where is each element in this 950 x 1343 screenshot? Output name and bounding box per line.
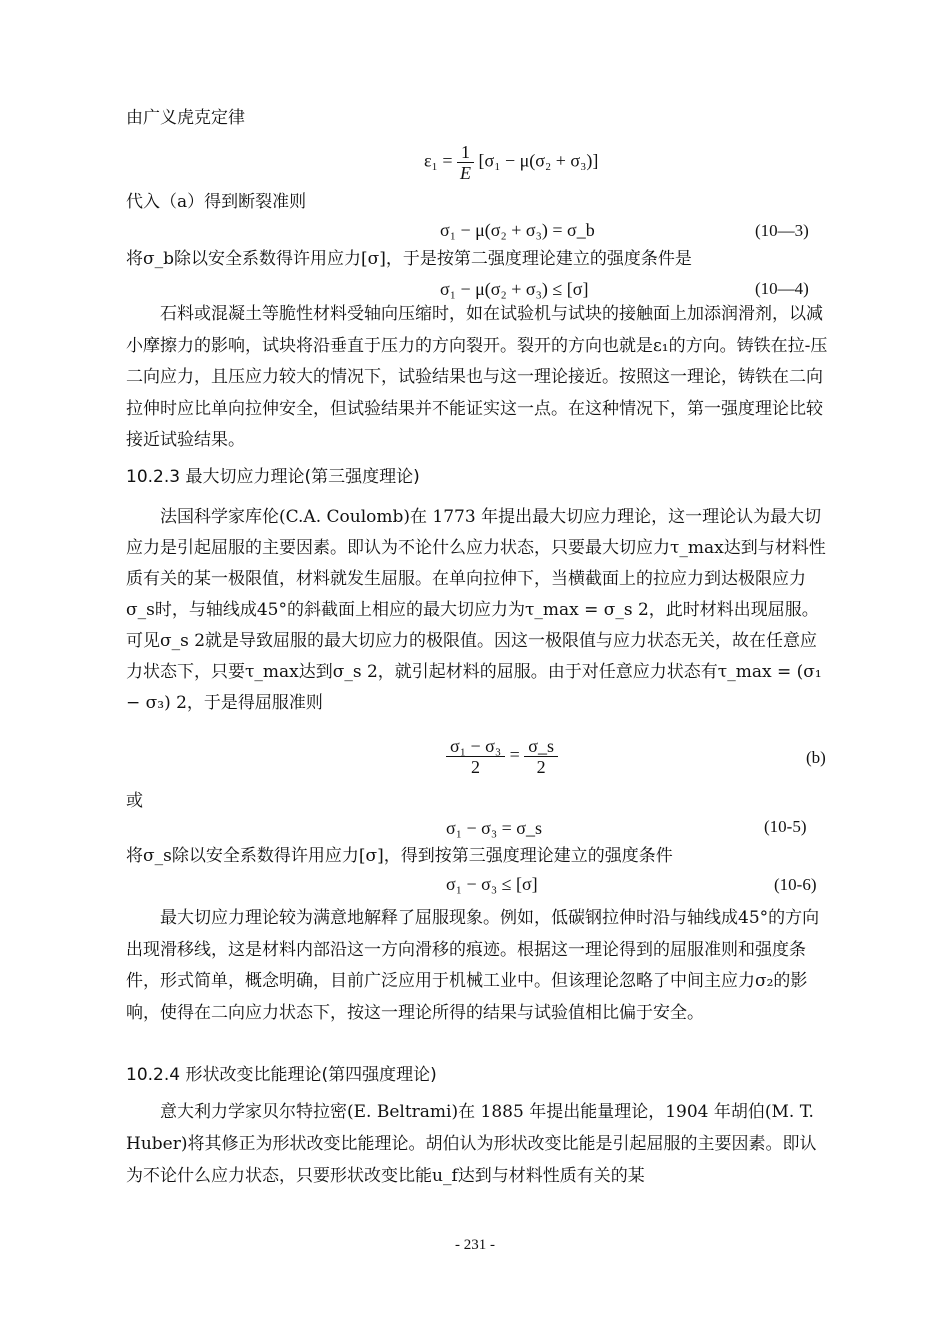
intro-text: 由广义虎克定律	[126, 108, 245, 128]
eq-hooke-lhs: ε₁ =	[424, 150, 453, 171]
paragraph-coulomb-text: 法国科学家库伦(C.A. Coulomb)在 1773 年提出最大切应力理论，这一理论认为最大切应力是引起屈服的主要因素。即认为不论什么应力状态，只要最大切应力τ_max达到与材料性质有关的某一极限值，材料就发生屈服。在单向拉伸下，当横截面上的拉应力到达极限应力σ_s时，与轴线成45°的斜截面上相应的最大切应力为τ_max = σ_s 2，此时材料出现屈服。可见σ_s 2就是导致屈服的最大切应力的极限值。因这一极限值与应力状态无关，故在任意应力状态下，只要τ_max达到σ_s 2，就引起材料的屈服。由于对任意应力状态有τ_max = (σ₁ − σ₃) 2，于是得屈服准则	[126, 507, 826, 713]
eq-b-left-numerator: σ₁ − σ₃	[446, 736, 505, 757]
eq-b-right-fraction	[524, 736, 558, 777]
section-heading-10-2-4: 10.2.4 形状改变比能理论(第四强度理论)	[126, 1065, 437, 1085]
equation-b	[446, 736, 558, 777]
eq-hooke-fraction	[457, 142, 474, 183]
eq-b-right-numerator: σ_s	[524, 736, 558, 757]
equation-number-10-6: (10-6)	[774, 875, 817, 894]
paragraph-coulomb	[126, 502, 832, 719]
equation-10-3: σ₁ − μ(σ₂ + σ₃) = σ_b	[440, 220, 595, 240]
paragraph-brittle-text: 石料或混凝土等脆性材料受轴向压缩时，如在试验机与试块的接触面上加添润滑剂，以减小摩擦力的影响，试块将沿垂直于压力的方向裂开。裂开的方向也就是ε₁的方向。铸铁在拉-压二向应力，且压应力较大的情况下，试验结果也与这一理论接近。按照这一理论，铸铁在二向拉伸时应比单向拉伸安全，但试验结果并不能证实这一点。在这种情况下，第一强度理论比较接近试验结果。	[126, 304, 828, 450]
substitute-line: 代入（a）得到断裂准则	[126, 192, 307, 212]
allowable-stress-line-2: 将σ_b除以安全系数得许用应力[σ]，于是按第二强度理论建立的强度条件是	[126, 249, 692, 269]
paragraph-tresca-text: 最大切应力理论较为满意地解释了屈服现象。例如，低碳钢拉伸时沿与轴线成45°的方向出现滑移线，这是材料内部沿这一方向滑移的痕迹。根据这一理论得到的屈服准则和强度条件，形式简单，概念明确，目前广泛应用于机械工业中。但该理论忽略了中间主应力σ₂的影响，使得在二向应力状态下，按这一理论所得的结果与试验值相比偏于安全。	[126, 908, 820, 1023]
eq-b-left-fraction	[446, 736, 505, 777]
eq-hooke-denominator: E	[460, 163, 471, 183]
paragraph-brittle	[126, 299, 832, 457]
eq-b-left-denominator: 2	[471, 757, 481, 777]
equation-10-4: σ₁ − μ(σ₂ + σ₃) ≤ [σ]	[440, 279, 589, 299]
equation-number-b: (b)	[806, 748, 826, 767]
paragraph-tresca	[126, 903, 832, 1029]
eq-hooke-numerator: 1	[457, 142, 474, 163]
equation-number-10-5: (10-5)	[764, 817, 807, 836]
paragraph-beltrami	[126, 1096, 832, 1192]
equation-10-5: σ₁ − σ₃ = σ_s	[446, 818, 542, 838]
eq-b-equals: =	[509, 744, 525, 765]
equation-number-10-3: (10—3)	[755, 221, 809, 240]
word-or: 或	[126, 791, 143, 811]
equation-hooke	[424, 142, 598, 183]
allowable-stress-line-3: 将σ_s除以安全系数得许用应力[σ]，得到按第三强度理论建立的强度条件	[126, 846, 673, 866]
equation-10-6: σ₁ − σ₃ ≤ [σ]	[446, 874, 538, 894]
page-number: - 231 -	[455, 1237, 495, 1253]
section-heading-10-2-3: 10.2.3 最大切应力理论(第三强度理论)	[126, 467, 420, 487]
paragraph-beltrami-text: 意大利力学家贝尔特拉密(E. Beltrami)在 1885 年提出能量理论，1904 年胡伯(M. T. Huber)将其修正为形状改变比能理论。胡伯认为形状改变比能是引起屈服的主要因素。即认为不论什么应力状态，只要形状改变比能u_f达到与材料性质有关的某	[126, 1102, 817, 1186]
eq-hooke-rhs: [σ₁ − μ(σ₂ + σ₃)]	[478, 150, 599, 171]
eq-b-right-denominator: 2	[536, 757, 546, 777]
equation-number-10-4: (10—4)	[755, 279, 809, 298]
